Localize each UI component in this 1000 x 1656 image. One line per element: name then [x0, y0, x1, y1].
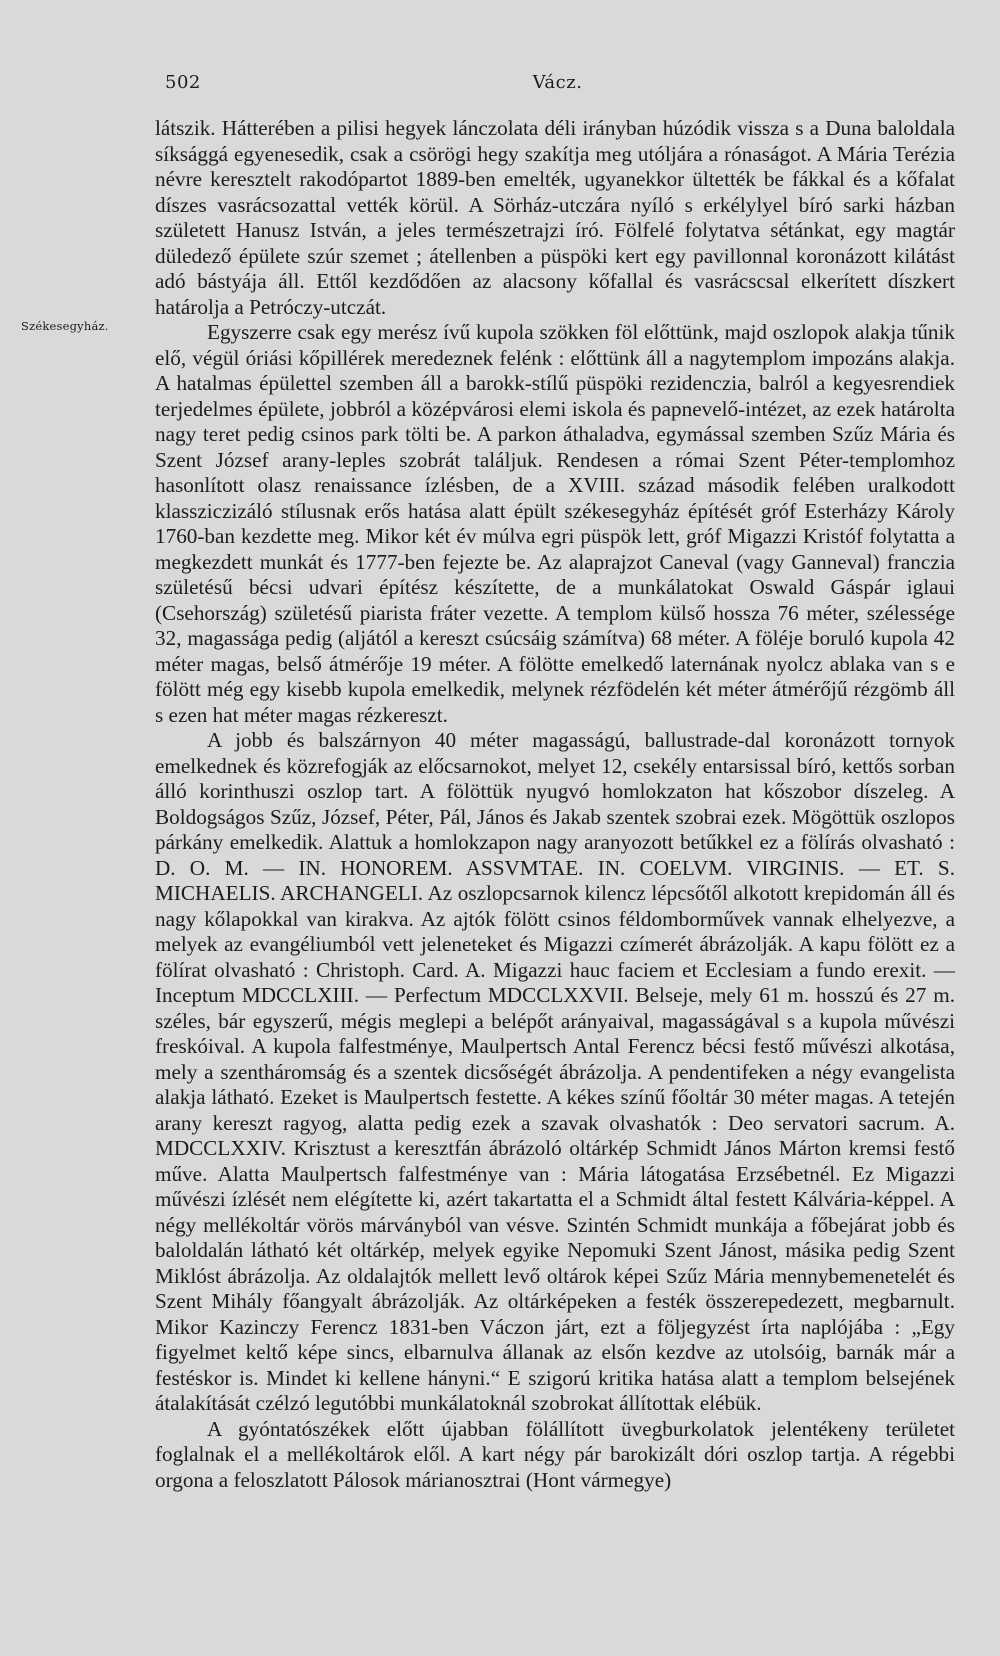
paragraph-4: A gyóntatószékek előtt újabban fölállított üvegburkolatok jelentékeny területet foglalnak el a mellékoltárok elől. A kart négy pár barokizált dóri oszlop tartja. A régebbi orgona a feloszlatott Pálosok márianosztrai (Hont vármegye): [155, 1416, 955, 1492]
paragraph-2: Egyszerre csak egy merész ívű kupola szökken föl előttünk, majd oszlopok alakja tűnik elő, végül óriási kőpillérek meredeznek felénk : előttünk áll a nagytemplom impozáns alakja. A hatalmas épülettel szemben áll a barokk-stílű püspöki rezidenczia, balról a kegyesrendiek terjedelmes épülete, jobbról a középvárosi elemi iskola és papnevelő-intézet, az ezek határolta nagy teret pedig csinos park tölti be. A parkon áthaladva, egymással szemben Szűz Mária és Szent József arany-leples szobrát találjuk. Rendesen a római Szent Péter-templomhoz hasonlított olasz renaissance ízlésben, de a XVIII. század második felében uralkodott klassziczizáló stílusnak erős hatása alatt épült székesegyház építését gróf Esterházy Károly 1760-ban kezdette meg. Mikor két év múlva egri püspök lett, gróf Migazzi Kristóf folytatta a megkezdett munkát és 1777-ben fejezte be. Az alaprajzot Caneval (vagy Ganneval) franczia születésű bécsi udvari építész készítette, de a munkálatokat Oswald Gáspár iglaui (Csehország) születésű piarista fráter vezette. A templom külső hossza 76 méter, szélessége 32, magassága pedig (aljától a kereszt csúcsáig számítva) 68 méter. A föléje boruló kupola 42 méter magas, belső átmérője 19 méter. A fölötte emelkedő laternának nyolcz ablaka van s e fölött még egy kisebb kupola emelkedik, melynek rézfödelén két méter átmérőjű rézgömb áll s ezen hat méter magas rézkereszt.: [155, 320, 955, 727]
margin-note: Székesegyház.: [21, 319, 109, 333]
paragraph-3: A jobb és balszárnyon 40 méter magasságú, ballustrade-dal koronázott tornyok emelkednek és közrefogják az előcsarnokot, melyet 12, csekély entarsissal bíró, kettős sorban álló korinthuszi oszlop tart. A fölöttük nyugvó homlokzaton hat kőszobor díszeleg. A Boldogságos Szűz, József, Péter, Pál, János és Jakab szentek szobrai ezek. Mögöttük oszlopos párkány emelkedik. Alattuk a homlokzapon nagy aranyozott betűkkel ez a fölírás olvasható : D. O. M. — IN. HONOREM. ASSVMTAE. IN. COELVM. VIRGINIS. — ET. S. MICHAELIS. ARCHANGELI. Az oszlopcsarnok kilencz lépcsőtől alkotott krepidomán áll és nagy kőlapokkal van kirakva. Az ajtók fölött csinos féldomborművek vannak elhelyezve, a melyek az evangéliumból vett jeleneteket és Migazzi czímerét ábrázolják. A kapu fölött ez a fölírat olvasható : Christoph. Card. A. Migazzi hauc faciem et Ecclesiam a fundo erexit. — Inceptum MDCCLXIII. — Perfectum MDCCLXXVII. Belseje, mely 61 m. hosszú és 27 m. széles, bár egyszerű, mégis meglepi a belépőt arányaival, magasságával s a kupola művészi freskóival. A kupola falfestménye, Maulpertsch Antal Ferencz bécsi festő művészi alkotása, mely a szentháromság és a szentek dicsőségét ábrázolja. A pendentifeken a négy evangelista alakja látható. Ezeket is Maulpertsch festette. A kékes színű főoltár 30 méter magas. A tetején arany kereszt ragyog, alatta pedig ezek a szavak olvashatók : Deo servatori sacrum. A. MDCCLXXIV. Krisztust a keresztfán ábrázoló oltárkép Schmidt János Márton kremsi festő műve. Alatta Maulpertsch falfestménye van : Mária látogatása Erzsébetnél. Ez Migazzi művészi ízlését nem elégítette ki, azért takartatta el a Schmidt által festett Kálvária-képpel. A négy mellékoltár vörös márványból van vésve. Szintén Schmidt munkája a főbejárat jobb és baloldalán látható két oltárkép, melyek egyike Nepomuki Szent Jánost, másika pedig Szent Miklóst ábrázolja. Az oldalajtók mellett levő oltárok képei Szűz Mária mennybemenetelét és Szent Mihály főangyalt ábrázolják. Az oltárképeken a festék összerepedezett, megbarnult. Mikor Kazinczy Ferencz 1831-ben Váczon járt, ezt a följegyzést írta naplójába : „Egy figyelmet keltő képe sincs, elbarnulva állanak az elsőn kezdve az utolsóig, barnák már a festéskor is. Mindet ki kellene hányni.“ E szigorú kritika hatása alatt a templom belsejének átalakítását czélzó legutóbbi munkálatoknál szobrokat állítottak elébük.: [155, 728, 955, 1415]
paragraph-1: látszik. Hátterében a pilisi hegyek lánczolata déli irányban húzódik vissza s a Duna baloldala síksággá egyenesedik, csak a csörögi hegy szakítja meg utóljára a rónaságot. A Mária Terézia névre keresztelt rakodópartot 1889-ben emelték, ugyanekkor ültették be fákkal és a kőfalat díszes vasrácsozattal vették körül. A Sörház-utczára nyíló s erkélylyel bíró sarki házban született Hanusz István, a jeles természetrajzi író. Fölfelé folytatva sétánkat, egy magtár düledező épülete szúr szemet ; átellenben a püspöki kert egy pavillonnal koronázott kilátást adó bástyája áll. Ettől kezdődően az alacsony kőfallal és vasrácscsal elkerített díszkert határolja a Petróczy-utczát.: [155, 116, 955, 319]
body-text: [155, 116, 955, 1493]
running-title: Vácz.: [532, 72, 583, 93]
page-number: 502: [165, 72, 201, 93]
